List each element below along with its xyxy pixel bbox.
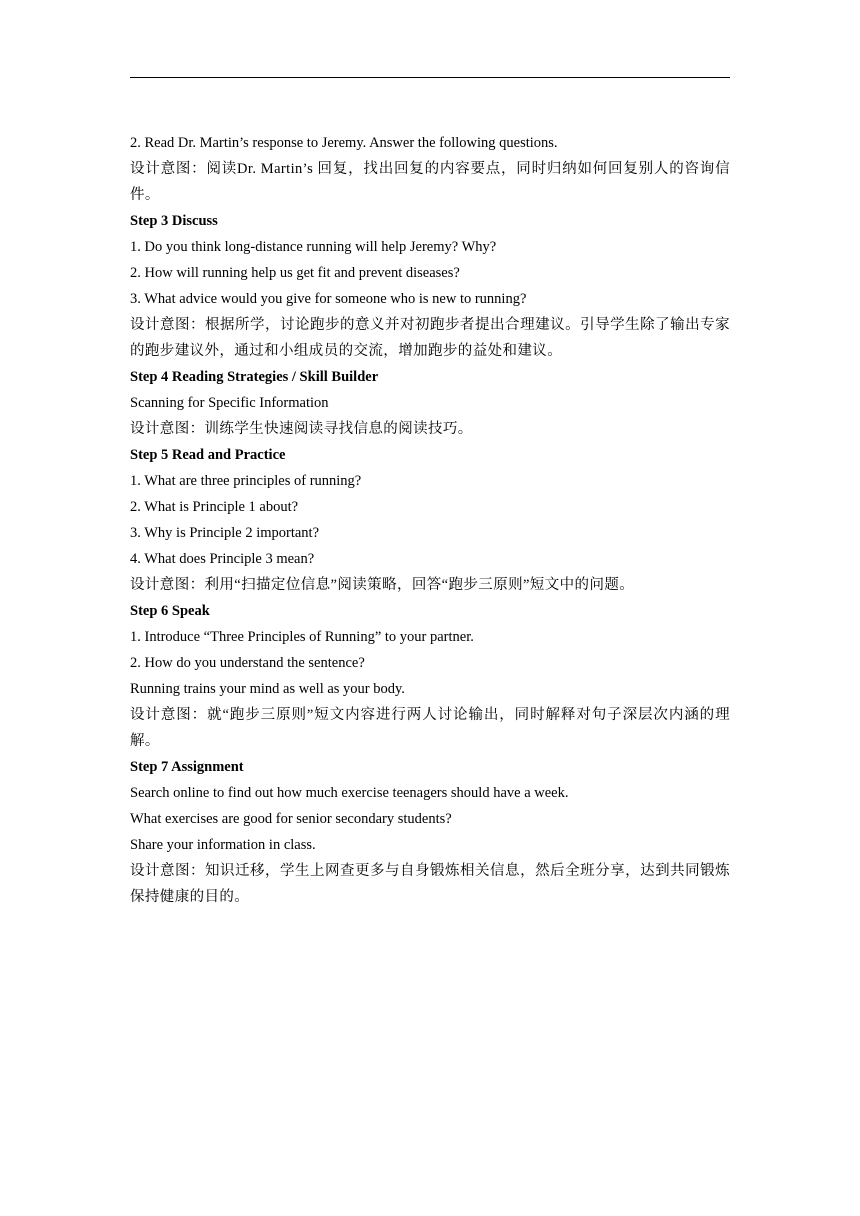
step-heading: Step 7 Assignment bbox=[130, 759, 244, 775]
assignment-task: Share your information in class. bbox=[130, 837, 316, 853]
step-heading: Step 6 Speak bbox=[130, 603, 210, 619]
practice-question: 3. Why is Principle 2 important? bbox=[130, 525, 320, 541]
discussion-question: 1. Do you think long-distance running will help Jeremy? Why? bbox=[130, 239, 497, 255]
step-heading: Step 5 Read and Practice bbox=[130, 447, 286, 463]
discussion-question: 3. What advice would you give for someone who is new to running? bbox=[130, 291, 527, 307]
design-intent-note: 设计意图：阅读Dr. Martin’s 回复，找出回复的内容要点，同时归纳如何回复别人的咨询信件。 bbox=[130, 161, 730, 203]
strategy-text: Scanning for Specific Information bbox=[130, 395, 329, 411]
practice-question: 2. What is Principle 1 about? bbox=[130, 499, 299, 515]
document-body bbox=[130, 130, 730, 910]
speak-task: 1. Introduce “Three Principles of Running” to your partner. bbox=[130, 629, 474, 645]
header-rule bbox=[130, 77, 730, 78]
assignment-task: What exercises are good for senior secondary students? bbox=[130, 811, 452, 827]
assignment-task: Search online to find out how much exercise teenagers should have a week. bbox=[130, 785, 569, 801]
design-intent-note: 设计意图：就“跑步三原则”短文内容进行两人讨论输出，同时解释对句子深层次内涵的理解。 bbox=[130, 707, 730, 749]
practice-question: 1. What are three principles of running? bbox=[130, 473, 362, 489]
design-intent-note: 设计意图：利用“扫描定位信息”阅读策略，回答“跑步三原则”短文中的问题。 bbox=[130, 577, 635, 593]
design-intent-note: 设计意图：知识迁移，学生上网查更多与自身锻炼相关信息，然后全班分享，达到共同锻炼保持健康的目的。 bbox=[130, 863, 730, 905]
practice-question: 4. What does Principle 3 mean? bbox=[130, 551, 315, 567]
discussion-question: 2. How will running help us get fit and prevent diseases? bbox=[130, 265, 460, 281]
speak-task: Running trains your mind as well as your body. bbox=[130, 681, 405, 697]
step-heading: Step 4 Reading Strategies / Skill Builder bbox=[130, 369, 379, 385]
question-read-response: 2. Read Dr. Martin’s response to Jeremy. Answer the following questions. bbox=[130, 135, 558, 151]
design-intent-note: 设计意图：根据所学，讨论跑步的意义并对初跑步者提出合理建议。引导学生除了输出专家的跑步建议外，通过和小组成员的交流，增加跑步的益处和建议。 bbox=[130, 317, 730, 359]
design-intent-note: 设计意图：训练学生快速阅读寻找信息的阅读技巧。 bbox=[130, 421, 473, 437]
step-heading: Step 3 Discuss bbox=[130, 213, 218, 229]
speak-task: 2. How do you understand the sentence? bbox=[130, 655, 365, 671]
